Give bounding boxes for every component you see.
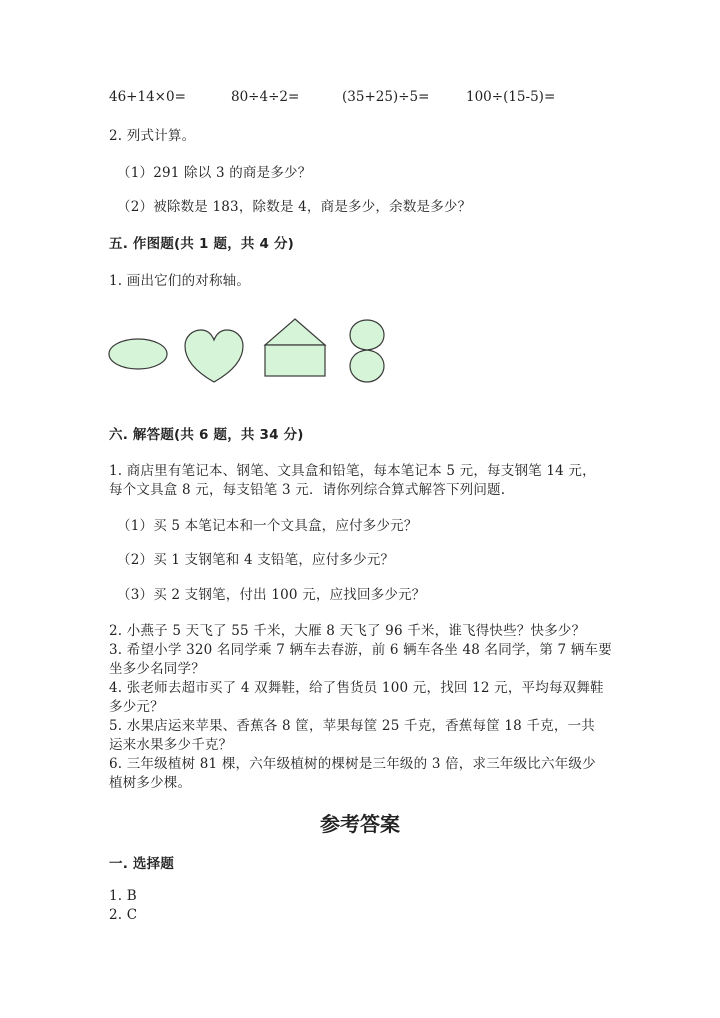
s6-line-7: 运来水果多少千克？ xyxy=(109,737,233,753)
s6-line-8: 6. 三年级植树 81 棵，六年级植树的棵树是三年级的 3 倍，求三年级比六年级少 xyxy=(109,756,596,772)
q2-item-1: （1）291 除以 3 的商是多少？ xyxy=(117,165,312,181)
s6-q1-sub-2: （2）买 1 支钢笔和 4 支铅笔，应付多少元？ xyxy=(117,552,395,568)
s6-q1-line-2: 每个文具盒 8 元，每支铅笔 3 元．请你列综合算式解答下列问题. xyxy=(109,482,506,498)
s6-q1-line-1: 1. 商店里有笔记本、钢笔、文具盒和铅笔，每本笔记本 5 元，每支钢笔 14 元， xyxy=(109,463,596,479)
house-shape xyxy=(264,318,326,378)
calc-4: 100÷(15-5)= xyxy=(466,89,556,105)
section5-heading: 五. 作图题(共 1 题，共 4 分) xyxy=(109,236,295,252)
q2-title: 2. 列式计算。 xyxy=(109,128,196,144)
calc-2: 80÷4÷2= xyxy=(231,89,300,105)
s6-line-2: 3. 希望小学 320 名同学乘 7 辆车去春游，前 6 辆车各坐 48 名同学，第 7 辆车要 xyxy=(109,642,612,658)
s6-q1-sub-3: （3）买 2 支钢笔，付出 100 元，应找回多少元？ xyxy=(117,587,426,603)
answer-item-2: 2. C xyxy=(109,907,138,923)
calc-1: 46+14×0= xyxy=(109,89,186,105)
s6-line-3: 坐多少名同学？ xyxy=(109,661,205,677)
heart-shape xyxy=(184,329,244,383)
answer-item-1: 1. B xyxy=(109,888,137,904)
s6-q1-sub-1: （1）买 5 本笔记本和一个文具盒，应付多少元？ xyxy=(117,518,418,534)
answers-section1: 一. 选择题 xyxy=(109,856,175,872)
s6-line-1: 2. 小燕子 5 天飞了 55 千米，大雁 8 天飞了 96 千米，谁飞得快些？快多少？ xyxy=(109,623,586,639)
ellipse-shape xyxy=(108,338,168,370)
calc-3: (35+25)÷5= xyxy=(342,89,430,105)
s6-line-4: 4. 张老师去超市买了 4 双舞鞋，给了售货员 100 元，找回 12 元，平均每双舞鞋 xyxy=(109,680,604,696)
figure-eight-shape xyxy=(349,319,385,383)
q2-item-2: （2）被除数是 183，除数是 4，商是多少，余数是多少？ xyxy=(117,199,472,215)
section5-q1: 1. 画出它们的对称轴。 xyxy=(109,273,251,289)
s6-line-5: 多少元？ xyxy=(109,699,164,715)
s6-line-9: 植树多少棵。 xyxy=(109,775,192,791)
answers-title: 参考答案 xyxy=(320,812,400,836)
section6-heading: 六. 解答题(共 6 题，共 34 分) xyxy=(109,427,304,443)
s6-line-6: 5. 水果店运来苹果、香蕉各 8 筐，苹果每筐 25 千克，香蕉每筐 18 千克，一共 xyxy=(109,718,595,734)
